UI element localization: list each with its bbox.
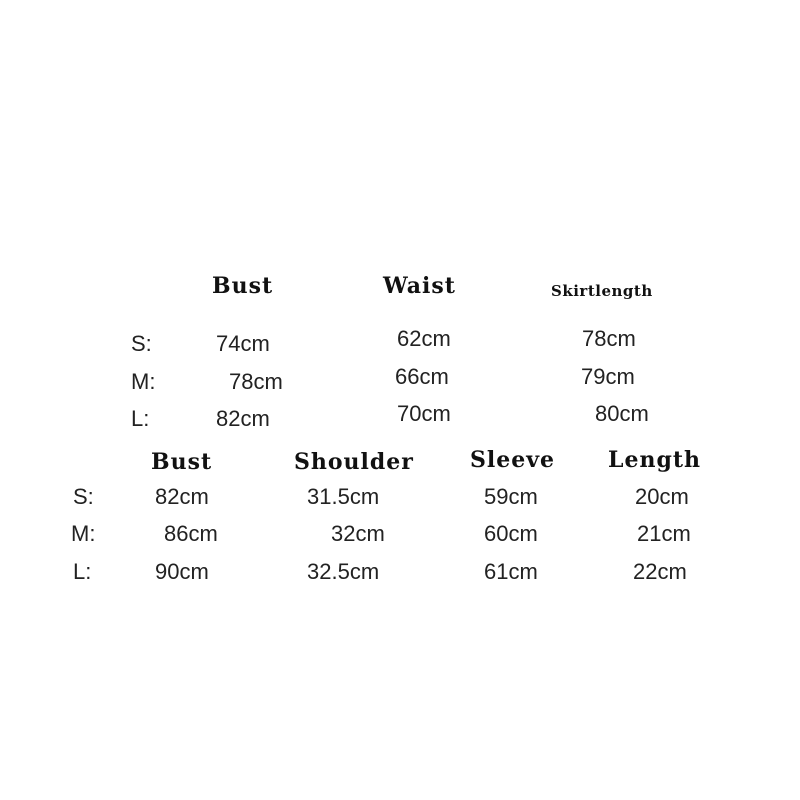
header-skirtlength: Skirtlength [551, 282, 653, 300]
header-sleeve: Sleeve [470, 447, 556, 473]
waist-value: 62cm [397, 326, 451, 351]
bust-value: 78cm [229, 369, 283, 394]
skirtlength-value: 78cm [582, 326, 636, 351]
size-label-s: S: [131, 331, 152, 356]
sleeve-value: 60cm [484, 521, 538, 546]
bust-value: 86cm [164, 521, 218, 546]
bust-value: 82cm [155, 484, 209, 509]
shoulder-value: 32.5cm [307, 559, 380, 584]
header-bust: Bust [212, 273, 274, 299]
length-value: 20cm [635, 484, 689, 509]
header-waist: Waist [383, 273, 456, 299]
size-label-s: S: [73, 484, 94, 509]
header-length: Length [608, 447, 702, 473]
waist-value: 70cm [397, 401, 451, 426]
skirtlength-value: 80cm [595, 401, 649, 426]
skirtlength-value: 79cm [581, 364, 635, 389]
shoulder-value: 31.5cm [307, 484, 380, 509]
length-value: 22cm [633, 559, 687, 584]
size-label-m: M: [131, 369, 156, 394]
bust-value: 74cm [216, 331, 270, 356]
size-label-m: M: [71, 521, 96, 546]
sleeve-value: 59cm [484, 484, 538, 509]
header-shoulder: Shoulder [294, 449, 414, 475]
bust-value: 90cm [155, 559, 209, 584]
shoulder-value: 32cm [331, 521, 385, 546]
header-bust: Bust [151, 449, 213, 475]
size-label-l: L: [73, 559, 92, 584]
length-value: 21cm [637, 521, 691, 546]
waist-value: 66cm [395, 364, 449, 389]
size-label-l: L: [131, 406, 150, 431]
bust-value: 82cm [216, 406, 270, 431]
sleeve-value: 61cm [484, 559, 538, 584]
